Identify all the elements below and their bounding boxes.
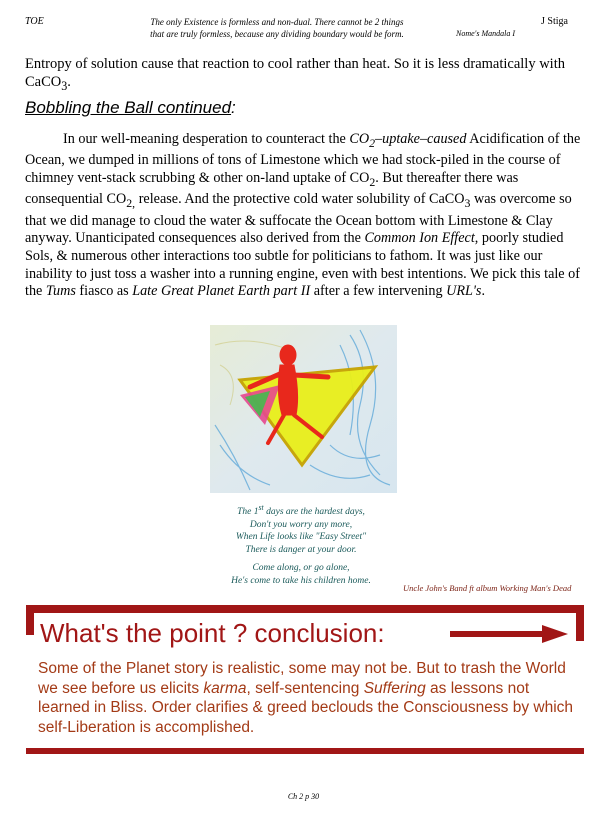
lyric-text: days are the hardest days, xyxy=(263,507,365,518)
section-title-colon: : xyxy=(231,98,236,117)
ordinal-superscript: st xyxy=(258,503,264,512)
conclusion-border-bottom xyxy=(26,748,584,754)
conclusion-title: What's the point ? conclusion: xyxy=(40,618,385,648)
body-text: fiasco as xyxy=(75,283,133,300)
lyric-line: Don't you worry any more, xyxy=(249,519,353,530)
header-quote-line-2: that are truly formless, because any dividing boundary would be form. xyxy=(150,29,404,39)
body-text: release. And the protective cold water solubility of CaCO xyxy=(135,191,465,208)
song-credit: Uncle John's Band ft album Working Man's Dead xyxy=(403,583,572,593)
header-doc-label: TOE xyxy=(25,16,44,27)
conclusion-text: , self-sentencing xyxy=(246,679,364,697)
header-mandala: Nome's Mandala I xyxy=(456,29,516,38)
lyric-line: There is danger at your door. xyxy=(245,544,357,555)
header-author: J Stiga xyxy=(541,16,568,27)
section-title xyxy=(25,98,236,118)
intro-text: Entropy of solution cause that reaction to cool rather than heat. So it is less dramatically with CaCO xyxy=(25,56,565,90)
conclusion-paragraph xyxy=(38,659,578,737)
co2-uptake xyxy=(349,131,467,150)
body-text: In our well-meaning desperation to counteract the xyxy=(63,131,350,147)
body-text: . But thereafter there was consequential CO xyxy=(25,170,519,208)
tums-title: Tums xyxy=(45,283,76,300)
body-text: , poorly studied Sols, & numerous other interactions too subtle for politicians to fathom. It was just like our inability to just toss a washer into a running engine, even with best intentions. We pick this tale of the xyxy=(25,230,580,300)
suffering-word: Suffering xyxy=(363,679,426,697)
lyric-line xyxy=(190,502,412,519)
conclusion-text: as lessons not learned in Bliss. Order clarifies & greed beclouds the Consciousness by which self-Liberation is accomplished. xyxy=(38,679,574,736)
page-footer: Ch 2 p 30 xyxy=(287,792,320,801)
body-text: Acidification of the Ocean, we dumped in millions of tons of Limestone which we had stock-piled in the course of chimney vent-stack scrubbing & other on-land uptake of CO xyxy=(25,131,581,187)
subscript: 3 xyxy=(464,196,471,211)
body-paragraph xyxy=(25,131,583,301)
body-text: was overcome so that we did manage to cloud the water & suffocate the Ocean bottom with Limestone & Clay anyway. Unanticipated consequences also derived from the xyxy=(25,191,572,247)
lyric-text: The 1 xyxy=(237,507,259,518)
late-great-title: Late Great Planet Earth part II xyxy=(132,283,311,300)
conclusion-border-top xyxy=(26,605,584,613)
conclusion-border-left xyxy=(26,605,34,635)
conclusion-text: Some of the Planet story is realistic, some may not be. But to trash the World we see before us elicits xyxy=(38,660,566,697)
header-quote-line-1: The only Existence is formless and non-dual. There cannot be 2 things xyxy=(150,17,404,27)
intro-subscript: 3 xyxy=(61,78,68,93)
karma-word: karma xyxy=(203,679,247,697)
body-text: after a few intervening xyxy=(310,283,447,300)
subscript: 2, xyxy=(126,196,136,211)
conclusion-border-right xyxy=(576,605,584,641)
lyric-line: He's come to take his children home. xyxy=(231,575,371,586)
common-ion-effect: Common Ion Effect xyxy=(364,230,475,247)
uptake-text: –uptake–caused xyxy=(375,131,467,147)
urls-text: URL's xyxy=(446,283,482,300)
intro-paragraph xyxy=(25,55,580,95)
child-drawing-image xyxy=(210,325,397,493)
song-lyrics xyxy=(190,502,412,587)
subscript: 2 xyxy=(369,174,376,189)
lyric-line: When Life looks like "Easy Street" xyxy=(235,532,367,543)
intro-period: . xyxy=(67,74,71,90)
section-title-text: Bobbling the Ball continued xyxy=(25,98,232,117)
co2-subscript: 2 xyxy=(369,135,376,150)
body-text: . xyxy=(481,283,485,300)
header-quote xyxy=(112,16,442,40)
lyric-line: Come along, or go alone, xyxy=(252,563,350,574)
co2-text: CO xyxy=(349,131,370,147)
right-arrow-icon xyxy=(450,624,570,644)
